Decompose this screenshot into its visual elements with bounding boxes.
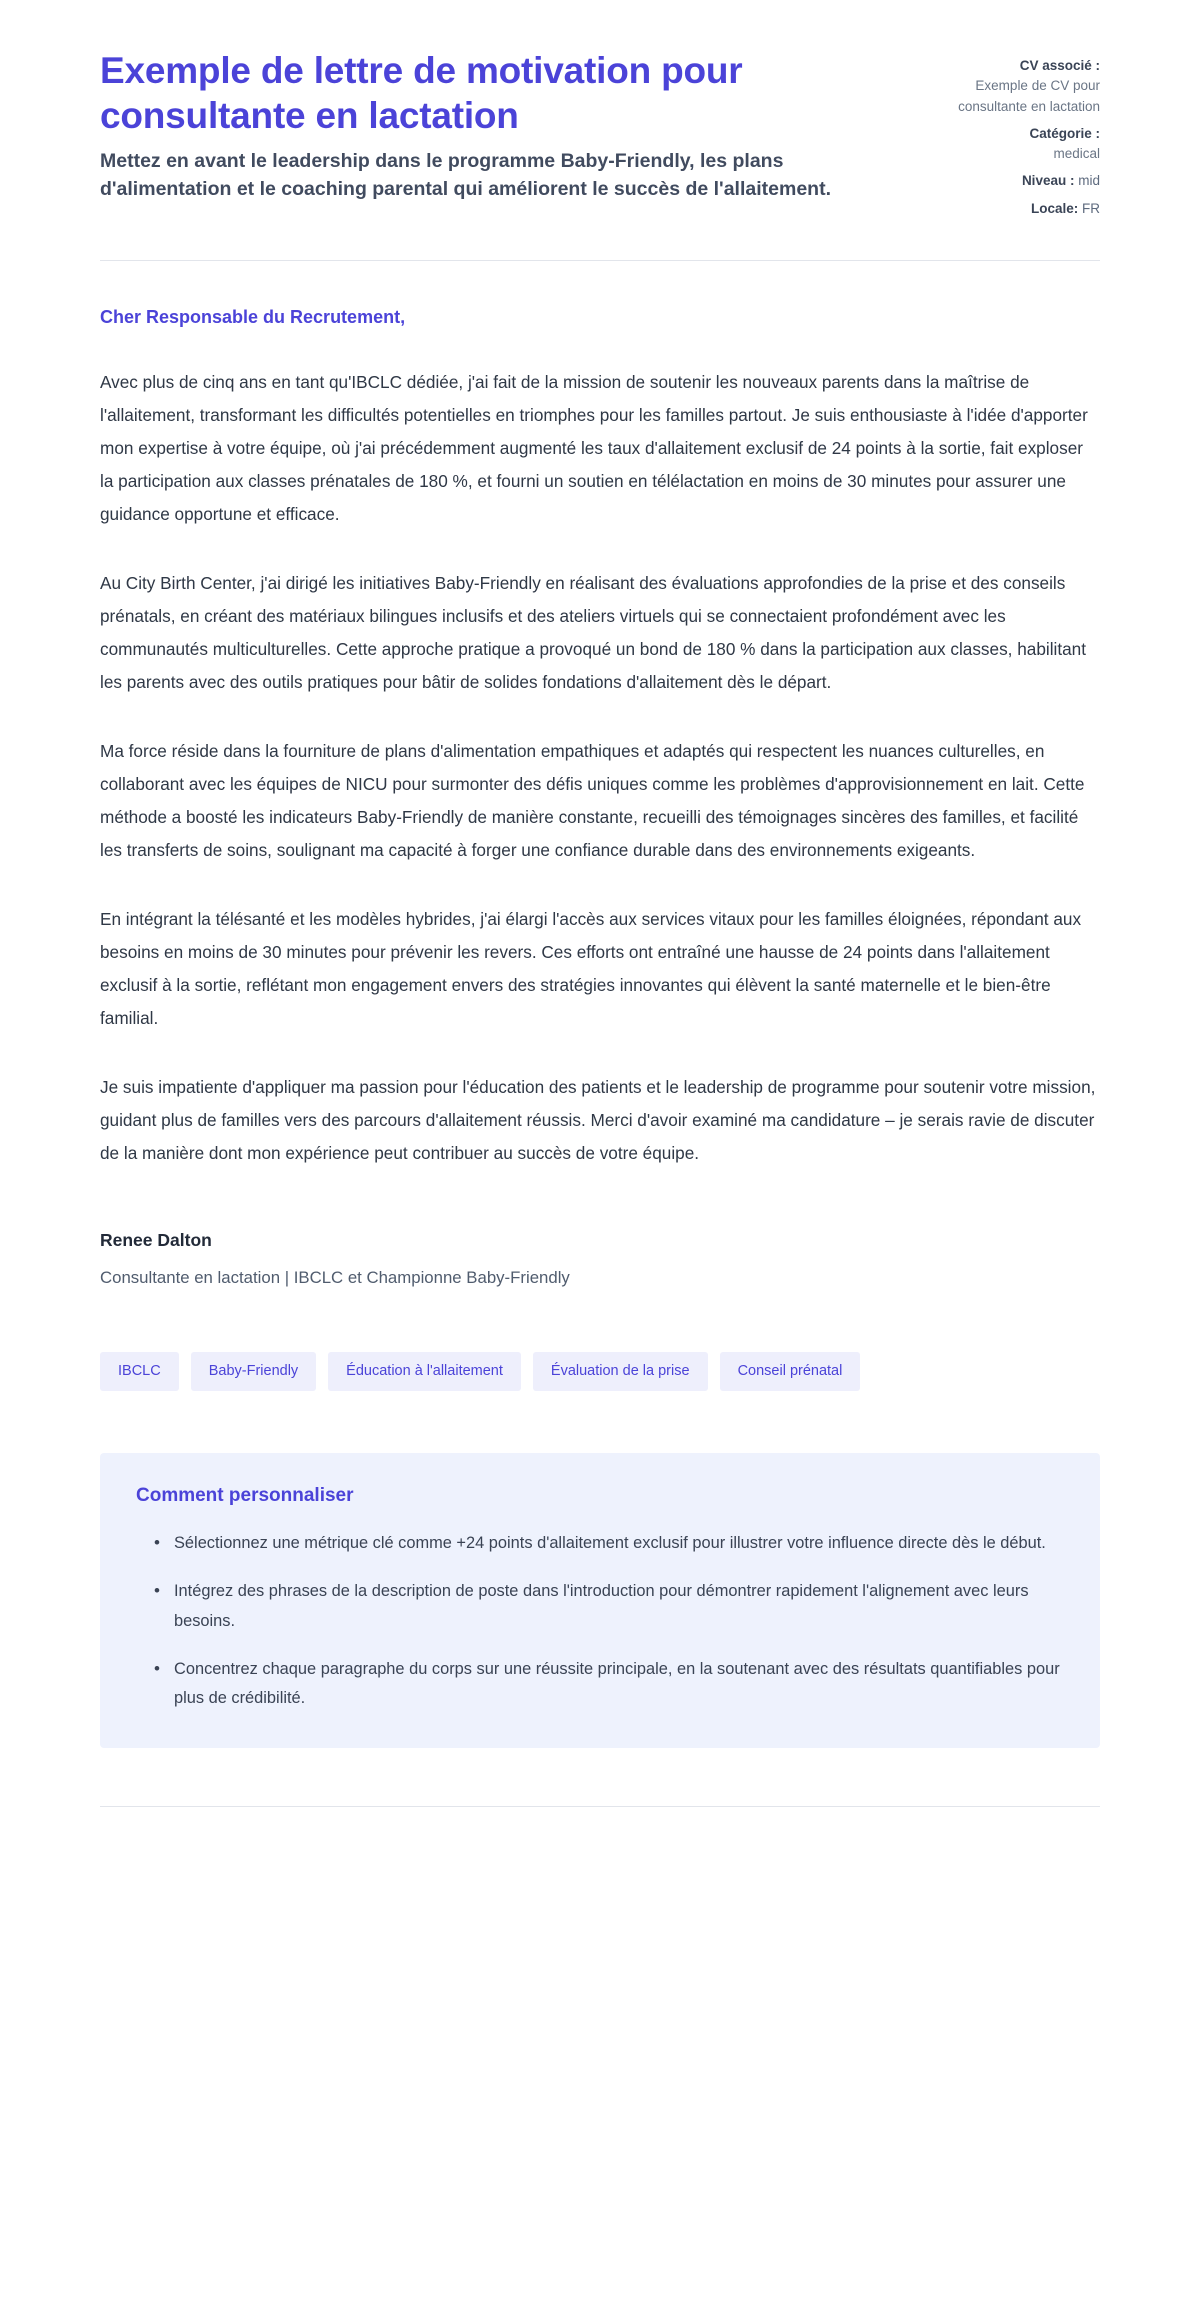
letter-body	[0, 261, 1200, 1171]
tips-title: Comment personnaliser	[136, 1484, 354, 1506]
meta-related-cv	[935, 56, 1100, 117]
tag-chip[interactable]: Évaluation de la prise	[533, 1352, 708, 1391]
meta-locale	[935, 199, 1100, 219]
meta-level-label: Niveau :	[1021, 173, 1075, 189]
letter-paragraph: Avec plus de cinq ans en tant qu'IBCLC dédiée, j'ai fait de la mission de soutenir les nouveaux parents dans la maîtrise de l'allaitement, transformant les difficultés potentielles en triomphes pour les familles partout. Je suis enthousiaste à l'idée d'apporter mon expertise à votre équipe, où j'ai précédemment augmenté les taux d'allaitement exclusif de 24 points à la sortie, fait exploser la participation aux classes prénatales de 180 %, et fourni un soutien en télélactation en moins de 30 minutes pour assurer une guidance opportune et efficace.	[100, 371, 1088, 524]
tag-chip[interactable]: Conseil prénatal	[720, 1352, 861, 1391]
meta-category-value: medical	[1053, 146, 1100, 161]
tag-list	[0, 1290, 1200, 1391]
tips-list-item: • Concentrez chaque paragraphe du corps sur une réussite principale, en la soutenant avec des résultats quantifiables pour plus de crédibilité.	[158, 1655, 1064, 1715]
tag-chip[interactable]: Éducation à l'allaitement	[328, 1352, 521, 1391]
meta-category-label: Catégorie :	[1029, 125, 1100, 141]
signature-name: Renee Dalton	[100, 1230, 212, 1251]
tips-list-item: • Intégrez des phrases de la description de poste dans l'introduction pour démontrer rapidement l'alignement avec leurs besoins.	[158, 1577, 1064, 1637]
letter-paragraph: En intégrant la télésanté et les modèles hybrides, j'ai élargi l'accès aux services vitaux pour les familles éloignées, répondant aux besoins en moins de 30 minutes pour prévenir les revers. Ces efforts ont entraîné une hausse de 24 points dans l'allaitement exclusif à la sortie, reflétant mon engagement envers des stratégies innovantes qui élèvent la santé maternelle et le bien-être familial.	[100, 909, 1082, 1029]
meta-category	[935, 124, 1100, 165]
meta-related-cv-value: Exemple de CV pour consultante en lactation	[958, 78, 1100, 114]
document-metadata	[935, 48, 1100, 226]
tag-chip[interactable]: IBCLC	[100, 1352, 179, 1391]
meta-level-value: mid	[1078, 173, 1100, 189]
tag-chip[interactable]: Baby-Friendly	[191, 1352, 316, 1391]
letter-salutation: Cher Responsable du Recrutement,	[100, 306, 406, 327]
meta-level	[935, 171, 1100, 191]
page-bottom-spacer	[0, 1807, 1200, 1847]
signature-role: Consultante en lactation | IBCLC et Championne Baby-Friendly	[100, 1268, 570, 1288]
letter-paragraph: Ma force réside dans la fourniture de plans d'alimentation empathiques et adaptés qui respectent les nuances culturelles, en collaborant avec les équipes de NICU pour surmonter des défis uniques comme les problèmes d'approvisionnement en lait. Cette méthode a boosté les indicateurs Baby-Friendly de manière constante, recueilli des témoignages sincères des familles, et facilité les transferts de soins, soulignant ma capacité à forger une confiance durable dans des environnements exigeants.	[100, 741, 1085, 861]
tips-list	[136, 1529, 1064, 1714]
tips-panel	[100, 1453, 1100, 1748]
letter-paragraph: Au City Birth Center, j'ai dirigé les initiatives Baby-Friendly en réalisant des évaluations approfondies de la prise et des conseils prénatals, en créant des matériaux bilingues inclusifs et des ateliers virtuels qui se connectaient profondément avec les communautés multiculturelles. Cette approche pratique a provoqué un bond de 180 % dans la participation aux classes, habilitant les parents avec des outils pratiques pour bâtir de solides fondations d'allaitement dès le départ.	[100, 573, 1087, 693]
meta-locale-value: FR	[1082, 200, 1100, 216]
letter-signature	[0, 1206, 1200, 1290]
meta-locale-label: Locale:	[1030, 200, 1079, 216]
header-text-block	[100, 48, 860, 204]
meta-related-cv-label: CV associé :	[1019, 58, 1100, 73]
tips-list-item: • Sélectionnez une métrique clé comme +24 points d'allaitement exclusif pour illustrer votre influence directe dès le début.	[158, 1529, 1064, 1559]
page-header	[0, 0, 1200, 226]
letter-paragraph: Je suis impatiente d'appliquer ma passion pour l'éducation des patients et le leadership de programme pour soutenir votre mission, guidant plus de familles vers des parcours d'allaitement réussis. Merci d'avoir examiné ma candidature – je serais ravie de discuter de la manière dont mon expérience peut contribuer au succès de votre équipe.	[100, 1077, 1096, 1164]
tips-section	[0, 1391, 1200, 1748]
page-subtitle: Mettez en avant le leadership dans le programme Baby-Friendly, les plans d'alimentation et le coaching parental qui améliorent le succès de l'allaitement.	[100, 150, 831, 200]
page-title: Exemple de lettre de motivation pour consultante en lactation	[100, 50, 743, 137]
